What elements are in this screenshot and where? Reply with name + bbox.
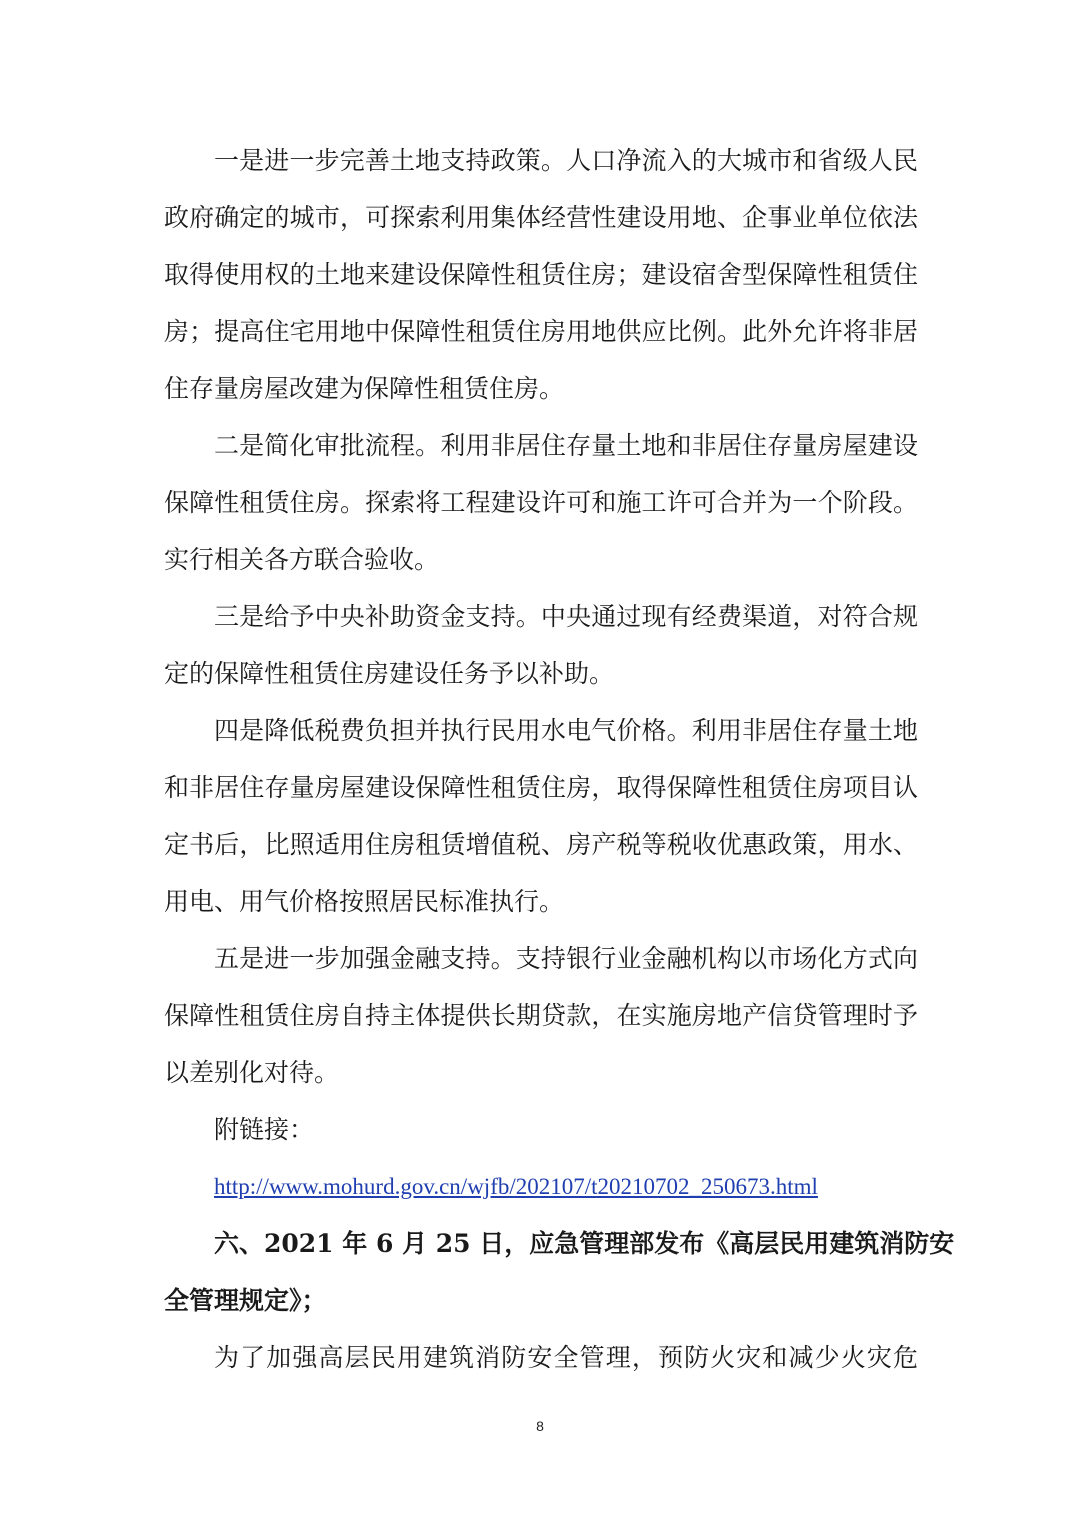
paragraph-1-line-2: [164, 189, 918, 246]
paragraph-5-line-1: [164, 930, 918, 987]
text-line: 保障性租赁住房自持主体提供长期贷款，在实施房地产信贷管理时予: [164, 1001, 918, 1030]
section-heading-line-1: [164, 1215, 955, 1272]
paragraph-4-line-4: [164, 873, 918, 930]
attachment-link[interactable]: http://www.mohurd.gov.cn/wjfb/202107/t20210702_250673.html: [214, 1174, 818, 1199]
text-line: 五是进一步加强金融支持。支持银行业金融机构以市场化方式向: [214, 944, 918, 973]
text-line: 二是简化审批流程。利用非居住存量土地和非居住存量房屋建设: [214, 431, 918, 460]
paragraph-3-line-2: [164, 645, 918, 702]
paragraph-2-line-1: [164, 417, 918, 474]
text-line: 住存量房屋改建为保障性租赁住房。: [164, 374, 565, 403]
paragraph-5-line-2: [164, 987, 918, 1044]
text-line: 三是给予中央补助资金支持。中央通过现有经费渠道，对符合规: [214, 602, 918, 631]
paragraph-6-line-1: [164, 1329, 918, 1386]
text-line: 和非居住存量房屋建设保障性租赁住房，取得保障性租赁住房项目认: [164, 773, 918, 802]
paragraph-4-line-2: [164, 759, 918, 816]
text-line: 用电、用气价格按照居民标准执行。: [164, 887, 565, 916]
text-line: 为了加强高层民用建筑消防安全管理，预防火灾和减少火灾危: [214, 1343, 918, 1372]
text-line: 保障性租赁住房。探索将工程建设许可和施工许可合并为一个阶段。: [164, 488, 918, 517]
text-line: 取得使用权的土地来建设保障性租赁住房；建设宿舍型保障性租赁住: [164, 260, 918, 289]
text-line: 四是降低税费负担并执行民用水电气价格。利用非居住存量土地: [214, 716, 918, 745]
text-line: 以差别化对待。: [164, 1058, 340, 1087]
paragraph-2-line-3: [164, 531, 918, 588]
paragraph-1-line-1: [164, 132, 918, 189]
paragraph-2-line-2: [164, 474, 918, 531]
text-line: 房；提高住宅用地中保障性租赁住房用地供应比例。此外允许将非居: [164, 317, 918, 346]
text-line: 政府确定的城市，可探索利用集体经营性建设用地、企事业单位依法: [164, 203, 918, 232]
text-line: 全管理规定》；: [164, 1286, 327, 1315]
page-body: [164, 132, 955, 1386]
attachment-link-line: [164, 1158, 918, 1215]
paragraph-4-line-3: [164, 816, 918, 873]
text-line: 一是进一步完善土地支持政策。人口净流入的大城市和省级人民: [214, 146, 918, 175]
paragraph-1-line-4: [164, 303, 918, 360]
text-line: 附链接：: [214, 1115, 315, 1144]
paragraph-1-line-3: [164, 246, 918, 303]
attachment-label: [164, 1101, 918, 1158]
section-heading-line-2: [164, 1272, 918, 1329]
text-line: 六、2021 年 6 月 25 日，应急管理部发布《高层民用建筑消防安: [214, 1229, 955, 1258]
paragraph-4-line-1: [164, 702, 918, 759]
page-number: 8: [536, 1418, 544, 1434]
paragraph-3-line-1: [164, 588, 918, 645]
text-line: 定书后，比照适用住房租赁增值税、房产税等税收优惠政策，用水、: [164, 830, 918, 859]
paragraph-1-line-5: [164, 360, 918, 417]
paragraph-5-line-3: [164, 1044, 918, 1101]
text-line: 实行相关各方联合验收。: [164, 545, 440, 574]
text-line: 定的保障性租赁住房建设任务予以补助。: [164, 659, 615, 688]
